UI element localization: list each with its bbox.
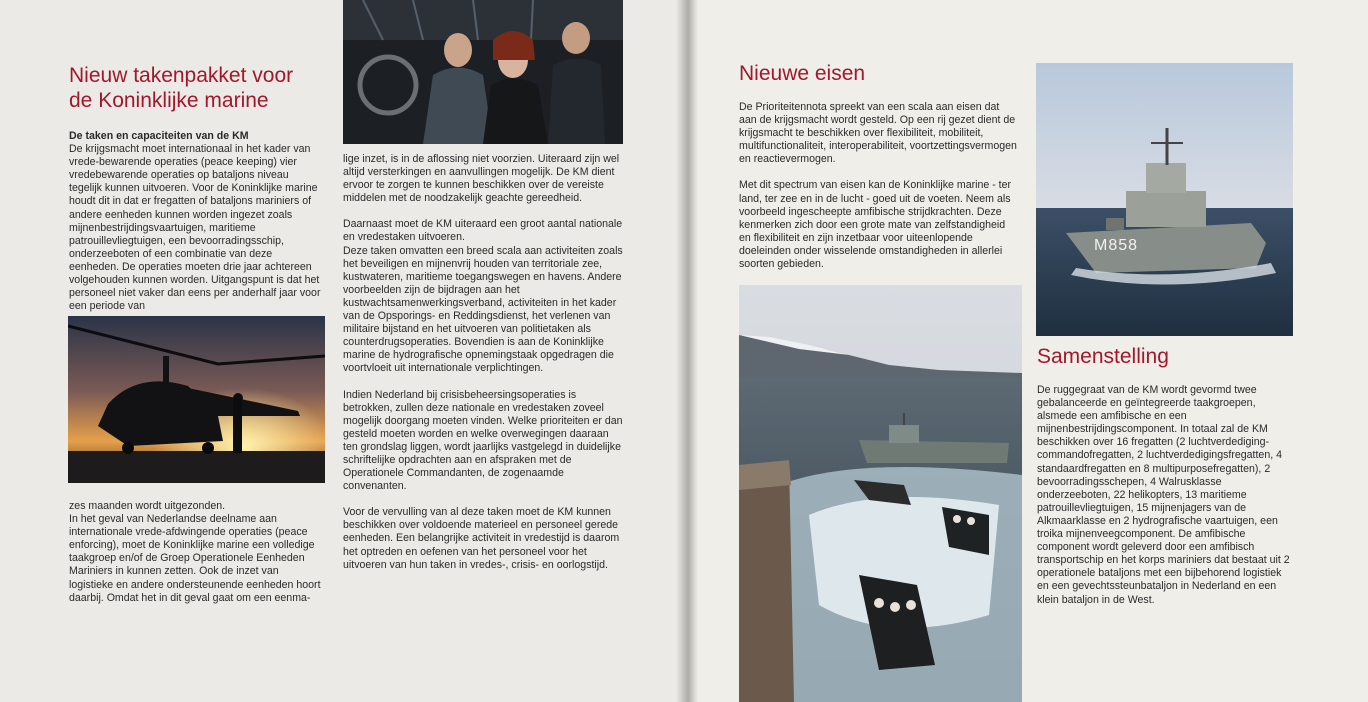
right-column-1 [739,101,1017,271]
left-title-line2: de Koninklijke marine [69,89,269,112]
landing-craft-photo [739,285,1022,702]
left-col2-paragraph-3: Deze taken omvatten een breed scala aan activiteiten zoals het beveiligen en mijnenvrij houden van territoriale zee, kustwateren, maritieme toegangswegen en havens. Andere voorbeelden zijn de bijdragen aan het kustwachtsamenwerkingsverband, activiteiten in het kader van de Opsporings- en Reddingsdienst, het verlenen van militaire bijstand en het uitvoeren van politietaken als counterdrugsoperaties. Bovendien is aan de Koninklijke marine de hydrografische opnemingstaak opgedragen die voortvloeit uit internationale verplichtingen. [343,244,623,375]
right-paragraph-2: Met dit spectrum van eisen kan de Koninklijke marine - ter land, ter zee en in de lucht - goed uit de voeten. Neem als voorbeeld ingescheepte amfibische strijdkrachten. Deze kenmerken zich door een grote mate van zelfstandigheid en flexibiliteit en zijn inzetbaar voor uiteenlopende doeleinden onder wisselende omstandigheden in allerlei soorten gebieden. [739,179,1012,271]
helicopter-photo [68,316,325,483]
left-column-2 [343,153,623,572]
left-page-title [69,63,339,113]
right-title-samenstelling: Samenstelling [1037,345,1169,368]
left-col1-paragraph-3: In het geval van Nederlandse deelname aan internationale vrede-afdwingende operaties (peace enforcing), moet de Koninklijke marine een volledige taakgroep en/of de Groep Operationele Eenheden Mariniers in kunnen zetten. Ook de inzet van logistieke en andere ondersteunende eenheden hoort daarbij. Omdat het in dit geval gaat om een eenma- [69,513,321,604]
right-title-nieuwe-eisen: Nieuwe eisen [739,62,866,85]
left-col2-paragraph-4: Indien Nederland bij crisisbeheersingsoperaties is betrokken, zullen deze nationale en vredestaken zoveel mogelijk doorgang moeten vinden. Welke prioriteiten er dan gesteld moeten worden en welke overwegingen daaraan ten grondslag liggen, wordt jaarlijks vastgelegd in duidelijke schriftelijke opdrachten aan en afspraken met de Operationele Commandanten, de zogenaamde convenanten. [343,388,623,493]
right-column-2 [1037,384,1295,607]
left-subheading: De taken en capaciteiten van de KM [69,130,249,142]
page-gutter [676,0,698,702]
left-col1-paragraph-2: zes maanden wordt uitgezonden. [69,500,226,512]
left-column-1-top [69,130,321,313]
left-col2-paragraph-1: lige inzet, is in de aflossing niet voorzien. Uiteraard zijn wel altijd versterkingen en aanvullingen mogelijk. De KM dient ervoor te zorgen te kunnen beschikken over de vereiste middelen met de noodzakelijk geachte gereedheid. [343,153,620,205]
right-paragraph-1: De Prioriteitennota spreekt van een scala aan eisen dat aan de krijgsmacht wordt gesteld. Op een rij gezet dient de krijgsmacht te beschikken over flexibiliteit, mobiliteit, multifunctionaliteit, interoperabiliteit, voortzettingsvermogen en reactievermogen. [739,101,1017,166]
bridge-crew-photo [343,0,623,144]
left-col2-paragraph-2: Daarnaast moet de KM uiteraard een groot aantal nationale en vredestaken uitvoeren. [343,218,623,244]
right-paragraph-3: De ruggegraat van de KM wordt gevormd twee gebalanceerde en geïntegreerde taakgroepen, alsmede een amfibische en een mijnenbestrijdingscomponent. In totaal zal de KM beschikken over 16 fregatten (2 luchtverdediging-commandofregatten, 2 luchtverdedigingsfregatten, 4 standaardfregatten en 8 multipurposefregatten), 2 bevoorradingsschepen, 4 Walrusklasse onderzeeboten, 22 helikopters, 13 maritieme patrouillevliegtuigen, 15 mijnenjagers van de Alkmaarklasse en 2 hydrografische vaartuigen, een troika mijnenveegcomponent. De amfibische component wordt geleverd door een amfibisch transportschip en het korps mariniers dat bestaat uit 2 operationele bataljons met een bijbehorend logistiek en een gevechtssteunbataljon in Nederland en een klein bataljon in de West. [1037,384,1290,606]
left-title-line1: Nieuw takenpakket voor [69,64,294,87]
right-page [686,0,1368,702]
left-col2-paragraph-5: Voor de vervulling van al deze taken moet de KM kunnen beschikken over voldoende materieel en personeel gerede eenheden. Een belangrijke activiteit in vredestijd is daarom het optreden en oefenen van het personeel voor het uitvoeren van hun taken in vredes-, crisis- en oorlogstijd. [343,506,620,571]
left-col1-paragraph-1: De krijgsmacht moet internationaal in het kader van vrede-bewarende operaties (peace keeping) vier vredebewarende operaties op bataljons niveau tegelijk kunnen uitvoeren. Voor de Koninklijke marine houdt dit in dat er fregatten of bataljons mariniers of andere eenheden kunnen worden ingezet zoals mijnenbestrijdingsvaartuigen, maritieme patrouillevliegtuigen, een bevoorradingsschip, onderzeeboten of een combinatie van deze eenheden. De operaties moeten drie jaar achtereen volgehouden kunnen worden. Uitgangspunt is dat het personeel niet vaker dan eens per anderhalf jaar voor een periode van [69,143,321,313]
minehunter-photo [1036,63,1293,336]
left-column-1-bottom [69,500,321,605]
hull-number: M858 [1094,237,1139,254]
